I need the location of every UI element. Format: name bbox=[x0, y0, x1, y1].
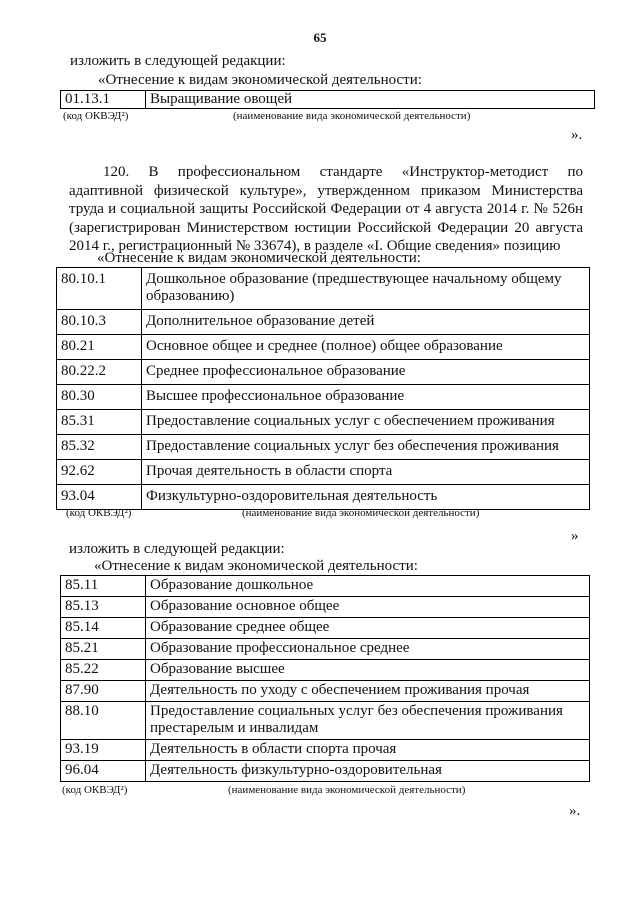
activity-name: Дошкольное образование (предшествующее начальному общему образованию) bbox=[142, 268, 590, 310]
activity-name: Предоставление социальных услуг без обеспечения проживания bbox=[142, 435, 590, 460]
section2-header: «Отнесение к видам экономической деятельности: bbox=[97, 250, 421, 266]
okved-code: 80.10.1 bbox=[57, 268, 142, 310]
okved-code: 93.04 bbox=[57, 485, 142, 510]
okved-table-2 bbox=[56, 267, 590, 510]
activity-name: Основное общее и среднее (полное) общее образование bbox=[142, 335, 590, 360]
table-row bbox=[57, 410, 590, 435]
section1-closing: ». bbox=[571, 127, 583, 143]
section2-closing: » bbox=[571, 528, 579, 544]
okved-code: 88.10 bbox=[61, 702, 146, 740]
section3-header: «Отнесение к видам экономической деятельности: bbox=[94, 558, 418, 574]
okved-code: 96.04 bbox=[61, 761, 146, 782]
table-row bbox=[61, 91, 595, 109]
caption-code: (код ОКВЭД²) bbox=[66, 507, 132, 519]
okved-code: 85.13 bbox=[61, 597, 146, 618]
table-row bbox=[57, 435, 590, 460]
okved-code: 87.90 bbox=[61, 681, 146, 702]
activity-name: Дополнительное образование детей bbox=[142, 310, 590, 335]
okved-code: 92.62 bbox=[57, 460, 142, 485]
table-row bbox=[57, 268, 590, 310]
table-row bbox=[61, 639, 590, 660]
okved-code: 85.14 bbox=[61, 618, 146, 639]
table-row bbox=[57, 335, 590, 360]
activity-name: Предоставление социальных услуг без обеспечения проживания престарелым и инвалидам bbox=[146, 702, 590, 740]
caption-name: (наименование вида экономической деятельности) bbox=[228, 784, 466, 796]
table-row bbox=[61, 681, 590, 702]
okved-code: 80.21 bbox=[57, 335, 142, 360]
table-row bbox=[61, 761, 590, 782]
okved-code: 85.11 bbox=[61, 576, 146, 597]
table-row bbox=[61, 660, 590, 681]
okved-table-3 bbox=[60, 575, 590, 782]
table-row bbox=[57, 360, 590, 385]
table-row bbox=[61, 576, 590, 597]
activity-name: Физкультурно-оздоровительная деятельность bbox=[142, 485, 590, 510]
okved-code: 80.22.2 bbox=[57, 360, 142, 385]
okved-code: 80.10.3 bbox=[57, 310, 142, 335]
okved-code: 01.13.1 bbox=[61, 91, 146, 109]
caption-code: (код ОКВЭД²) bbox=[62, 784, 128, 796]
caption-name: (наименование вида экономической деятельности) bbox=[242, 507, 480, 519]
table-row bbox=[57, 485, 590, 510]
section3-closing: ». bbox=[569, 803, 581, 819]
activity-name: Выращивание овощей bbox=[146, 91, 595, 109]
okved-code: 93.19 bbox=[61, 740, 146, 761]
table-row bbox=[57, 310, 590, 335]
okved-code: 80.30 bbox=[57, 385, 142, 410]
okved-code: 85.22 bbox=[61, 660, 146, 681]
section1-header: «Отнесение к видам экономической деятельности: bbox=[98, 72, 422, 88]
activity-name: Образование дошкольное bbox=[146, 576, 590, 597]
table-row bbox=[61, 702, 590, 740]
activity-name: Деятельность в области спорта прочая bbox=[146, 740, 590, 761]
caption-code: (код ОКВЭД²) bbox=[63, 110, 129, 122]
activity-name: Высшее профессиональное образование bbox=[142, 385, 590, 410]
caption-name: (наименование вида экономической деятельности) bbox=[233, 110, 471, 122]
table-row bbox=[61, 618, 590, 639]
section3-intro: изложить в следующей редакции: bbox=[69, 541, 285, 557]
okved-code: 85.32 bbox=[57, 435, 142, 460]
table-row bbox=[57, 460, 590, 485]
table-row bbox=[57, 385, 590, 410]
activity-name: Образование высшее bbox=[146, 660, 590, 681]
section1-intro: изложить в следующей редакции: bbox=[70, 53, 286, 69]
activity-name: Образование профессиональное среднее bbox=[146, 639, 590, 660]
activity-name: Прочая деятельность в области спорта bbox=[142, 460, 590, 485]
okved-table-1 bbox=[60, 90, 595, 109]
activity-name: Деятельность по уходу с обеспечением проживания прочая bbox=[146, 681, 590, 702]
paragraph-120: 120. В профессиональном стандарте «Инструктор-методист по адаптивной физической культуре», утвержденном приказом Министерства труда и социальной защиты Российской Федерации от 4 августа 2014 г. № 526н (зарегистрирован Министерством юстиции Российской Федерации 20 августа 2014 г., регистрационный № 33674), в разделе «I. Общие сведения» позицию bbox=[69, 164, 583, 254]
table-row bbox=[61, 597, 590, 618]
activity-name: Образование основное общее bbox=[146, 597, 590, 618]
table-row bbox=[61, 740, 590, 761]
page-number: 65 bbox=[313, 30, 327, 45]
activity-name: Предоставление социальных услуг с обеспечением проживания bbox=[142, 410, 590, 435]
okved-code: 85.31 bbox=[57, 410, 142, 435]
activity-name: Деятельность физкультурно-оздоровительная bbox=[146, 761, 590, 782]
activity-name: Образование среднее общее bbox=[146, 618, 590, 639]
okved-code: 85.21 bbox=[61, 639, 146, 660]
activity-name: Среднее профессиональное образование bbox=[142, 360, 590, 385]
